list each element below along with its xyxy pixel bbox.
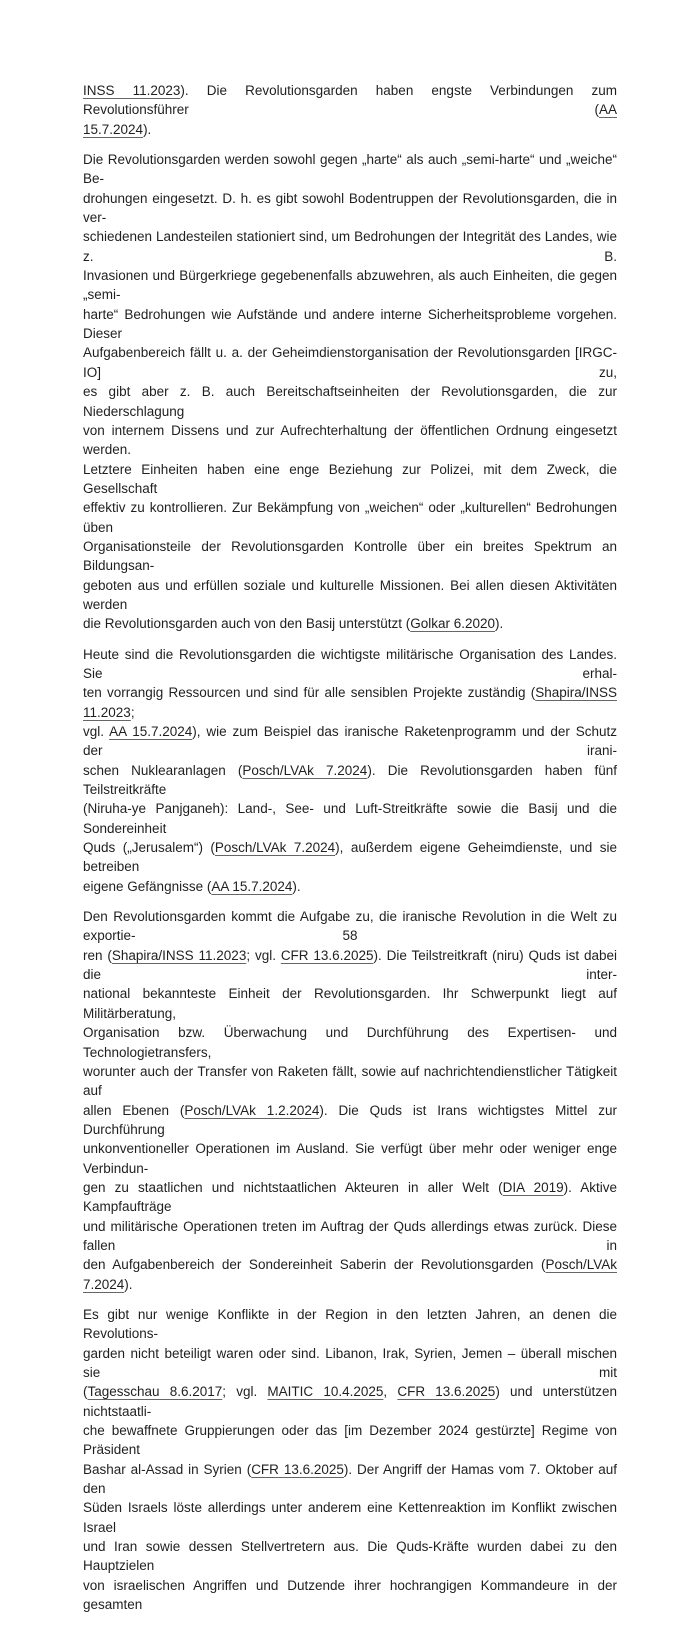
text-segment: ; [130, 704, 135, 720]
text-segment: Organisationsteile der Revolutionsgarden Kontrolle über ein breites Spektrum an Bildungsan- [83, 538, 617, 574]
text-line [83, 1460, 617, 1499]
text-segment: worunter auch der Transfer von Raketen fällt, sowie auf nachrichtendienstlicher Tätigkeit auf [83, 1063, 617, 1099]
text-segment: garden nicht beteiligt waren oder sind. Libanon, Irak, Syrien, Jemen – überall mischen sie mit [83, 1345, 617, 1380]
text-segment: national bekannteste Einheit der Revolutionsgarden. Ihr Schwerpunkt liegt auf Militärberatung, [83, 986, 617, 1021]
text-line [83, 1576, 617, 1615]
text-segment: ). [495, 616, 504, 632]
text-segment: schiedenen Landesteilen stationiert sind, um Bedrohungen der Integrität des Landes, wie z. B. [83, 229, 617, 264]
text-segment: , [383, 1384, 398, 1400]
source-reference-link[interactable]: CFR 13.6.2025 [397, 1384, 496, 1400]
text-segment: vgl. [83, 724, 110, 739]
text-line [83, 984, 617, 1023]
text-line [83, 1062, 617, 1101]
page-number: 58 [342, 928, 358, 943]
text-line [83, 1344, 617, 1383]
text-segment: Organisation bzw. Überwachung und Durchführung des Expertisen- und Technologietransfers, [83, 1025, 617, 1060]
text-segment: und Iran sowie dessen Stellvertretern aus. Die Quds-Kräfte wurden dabei zu den Hauptzielen [83, 1539, 617, 1574]
text-line [83, 421, 617, 460]
source-reference-link[interactable]: Posch/LVAk 7.2024 [83, 1257, 617, 1292]
text-segment: die Revolutionsgarden auch von den Basij unterstützt ( [83, 616, 411, 632]
text-line [83, 266, 617, 305]
text-segment: Invasionen und Bürgerkriege gegebenenfalls abzuwehren, als auch Einheiten, die gegen „semi- [83, 268, 617, 303]
text-segment: ). Aktive Kampfaufträge [83, 1179, 618, 1215]
source-reference-link[interactable]: DIA 2019 [502, 1179, 564, 1195]
text-line [83, 838, 617, 877]
text-line [83, 1305, 617, 1344]
text-segment: schen Nuklearanlagen ( [83, 762, 243, 778]
text-segment: drohungen eingesetzt. D. h. es gibt sowohl Bodentruppen der Revolutionsgarden, die in ver- [83, 190, 617, 226]
text-line [83, 305, 617, 344]
source-reference-link[interactable]: Tagesschau 8.6.2017 [87, 1384, 223, 1400]
text-segment: von internem Dissens und zur Aufrechterhaltung der öffentlichen Ordnung eingesetzt werden. [83, 422, 617, 458]
text-segment: Quds („Jerusalem“) ( [83, 840, 215, 856]
source-reference-link[interactable]: MAITIC 10.4.2025 [267, 1384, 384, 1400]
source-reference-link[interactable]: 15.7.2024 [83, 121, 144, 137]
text-segment: ). Die Quds ist Irans wichtigstes Mittel zur Durchführung [83, 1102, 617, 1137]
paragraph [83, 150, 617, 634]
text-segment: Letztere Einheiten haben eine enge Beziehung zur Polizei, mit dem Zweck, die Gesellschaft [83, 461, 617, 496]
source-reference-link[interactable]: AA 15.7.2024 [109, 724, 193, 739]
text-segment: effektiv zu kontrollieren. Zur Bekämpfung von „weichen“ oder „kulturellen“ Bedrohungen üben [83, 500, 617, 535]
text-line [83, 799, 617, 838]
text-segment: ). [292, 878, 301, 894]
text-segment: ) und unterstützen nichtstaatli- [83, 1384, 617, 1419]
source-reference-link[interactable]: Shapira/INSS 11.2023 [83, 685, 617, 720]
text-segment: Aufgabenbereich fällt u. a. der Geheimdienstorganisation der Revolutionsgarden [IRGC-IO] zu, [83, 345, 617, 380]
source-reference-link[interactable]: INSS 11.2023 [83, 83, 181, 98]
text-segment: ; vgl. [222, 1384, 268, 1400]
text-segment: unkonventioneller Operationen im Ausland. Sie verfügt über mehr oder weniger enge Verbindun- [83, 1141, 617, 1176]
text-segment: Die Revolutionsgarden werden sowohl gegen „harte“ als auch „semi-harte“ und „weiche“ Be- [83, 152, 617, 187]
text-line [83, 1255, 617, 1294]
source-reference-link[interactable]: Posch/LVAk 7.2024 [214, 840, 336, 856]
text-segment: ( [83, 1384, 88, 1400]
text-segment: ). [143, 121, 152, 137]
text-line [83, 1498, 617, 1537]
text-segment: ), wie zum Beispiel das iranische Raketenprogramm und der Schutz der irani- [83, 724, 618, 759]
text-segment: che bewaffnete Gruppierungen oder das [im Dezember 2024 gestürzte] Regime von Präsident [83, 1423, 617, 1458]
text-segment: gen zu staatlichen und nichtstaatlichen Akteuren in aller Welt ( [83, 1179, 503, 1195]
text-segment: Süden Israels löste allerdings unter anderem eine Kettenreaktion im Konflikt zwischen Israel [83, 1500, 617, 1535]
text-line [83, 343, 617, 382]
text-segment: Heute sind die Revolutionsgarden die wichtigste militärische Organisation des Landes. Sie erhal- [83, 646, 617, 681]
text-segment: es gibt aber z. B. auch Bereitschaftseinheiten der Revolutionsgarden, die zur Niederschlagung [83, 384, 617, 419]
text-segment: geboten aus und erfüllen soziale und kulturelle Missionen. Bei allen diesen Aktivitäten werden [83, 577, 617, 612]
text-segment: allen Ebenen ( [83, 1102, 185, 1118]
text-segment: ), außerdem eigene Geheimdienste, und sie betreiben [83, 840, 617, 875]
text-line [83, 120, 617, 139]
text-line [83, 81, 617, 120]
text-segment: ren ( [83, 947, 112, 963]
text-segment: harte“ Bedrohungen wie Aufstände und andere interne Sicherheitsprobleme vorgehen. Dieser [83, 306, 617, 342]
paragraph [83, 1305, 617, 1615]
text-line [83, 946, 617, 985]
source-reference-link[interactable]: CFR 13.6.2025 [251, 1461, 344, 1477]
text-segment: ). Der Angriff der Hamas vom 7. Oktober auf den [83, 1461, 617, 1497]
text-line [83, 1178, 617, 1217]
text-line [83, 1421, 617, 1460]
text-segment: eigene Gefängnisse ( [83, 878, 212, 894]
text-line [83, 1023, 617, 1062]
text-segment: ten vorrangig Ressourcen und sind für alle sensiblen Projekte zuständig ( [83, 685, 536, 701]
source-reference-link[interactable]: Posch/LVAk 7.2024 [242, 762, 368, 778]
text-line [83, 1217, 617, 1256]
text-segment: und militärische Operationen treten im Auftrag der Quds allerdings etwas zurück. Diese fallen in [83, 1218, 617, 1253]
source-reference-link[interactable]: Posch/LVAk 1.2.2024 [184, 1102, 320, 1118]
text-segment: ). [124, 1276, 133, 1292]
text-segment: ). Die Revolutionsgarden haben engste Verbindungen zum Revolutionsführer ( [83, 83, 617, 118]
text-line [83, 537, 617, 576]
text-line [83, 189, 617, 228]
text-segment: den Aufgabenbereich der Sondereinheit Saberin der Revolutionsgarden ( [83, 1257, 546, 1273]
text-line [83, 683, 617, 722]
text-segment: (Niruha-ye Panjganeh): Land-, See- und Luft-Streitkräfte sowie die Basij und die Sondereinheit [83, 801, 617, 836]
text-line [83, 722, 617, 761]
source-reference-link[interactable]: Golkar 6.2020 [410, 616, 496, 632]
text-line [83, 1139, 617, 1178]
source-reference-link[interactable]: AA 15.7.2024 [211, 878, 293, 894]
source-reference-link[interactable]: AA [598, 102, 617, 118]
text-segment: ; vgl. [246, 947, 281, 963]
paragraph [83, 81, 617, 139]
paragraph [83, 645, 617, 896]
source-reference-link[interactable]: Shapira/INSS 11.2023 [111, 947, 247, 963]
text-line [83, 227, 617, 266]
text-segment: Bashar al-Assad in Syrien ( [83, 1461, 252, 1477]
text-line [83, 614, 617, 633]
text-line [83, 877, 617, 896]
text-segment: Es gibt nur wenige Konflikte in der Region in den letzten Jahren, an denen die Revolutions- [83, 1306, 617, 1342]
paragraph [83, 907, 617, 1294]
text-segment: von israelischen Angriffen und Dutzende ihrer hochrangigen Kommandeure in der gesamten [83, 1577, 617, 1613]
text-line [83, 1101, 617, 1140]
text-line [83, 382, 617, 421]
text-line [83, 1382, 617, 1421]
text-line [83, 1537, 617, 1576]
text-segment: ). Die Revolutionsgarden haben fünf Teilstreitkräfte [83, 762, 618, 798]
text-line [83, 576, 617, 615]
text-segment: ). Die Teilstreitkraft (niru) Quds ist dabei die inter- [83, 947, 617, 983]
text-line [83, 498, 617, 537]
text-segment: Den Revolutionsgarden kommt die Aufgabe zu, die iranische Revolution in die Welt zu exportie- [83, 909, 617, 944]
text-line [83, 150, 617, 189]
document-body [83, 81, 617, 1625]
text-line [83, 761, 617, 800]
source-reference-link[interactable]: CFR 13.6.2025 [280, 947, 374, 963]
text-line [83, 645, 617, 684]
text-line [83, 460, 617, 499]
